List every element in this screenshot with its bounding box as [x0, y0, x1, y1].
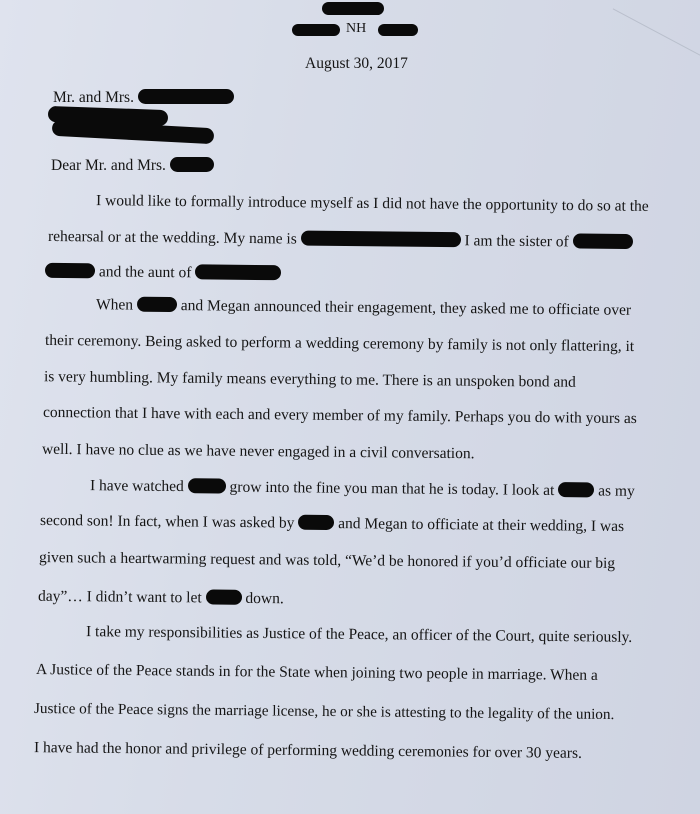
text-line: I have had the honor and privilege of performing wedding ceremonies for over 30 years. [33, 739, 582, 762]
redaction-block [206, 589, 242, 604]
redaction-block [188, 478, 226, 493]
text-line: well. I have no clue as we have never engaged in a civil conversation. [41, 440, 475, 463]
text-line: connection that I have with each and every member of my family. Perhaps you do with yours as [42, 403, 637, 428]
recipient-line: Mr. and Mrs. [53, 89, 134, 106]
text-line: and the aunt of [45, 263, 281, 283]
redaction-block [138, 89, 234, 104]
redaction-block [170, 157, 214, 172]
redaction-block [378, 24, 418, 36]
text-line: their ceremony. Being asked to perform a wedding ceremony by family is not only flattering, it [44, 331, 635, 356]
redaction-block [45, 263, 95, 279]
redaction-block [558, 482, 594, 497]
text-line: Justice of the Peace signs the marriage license, he or she is attesting to the legality of the union. [33, 699, 615, 724]
text-line: A Justice of the Peace stands in for the State when joining two people in marriage. When a [35, 661, 598, 684]
redaction-block [322, 2, 384, 15]
salutation: Dear Mr. and Mrs. [51, 157, 214, 175]
text-line: rehearsal or at the wedding. My name is I am the sister of [48, 228, 633, 252]
redaction-block [573, 233, 633, 249]
redaction-block [137, 297, 177, 312]
text-line: day”… I didn’t want to let down. [37, 587, 284, 608]
header-location: NH [346, 21, 367, 36]
paper-fold-line [613, 0, 700, 66]
text-line: given such a heartwarming request and was told, “We’d be honored if you’d officiate our big [38, 548, 616, 573]
text-line: I would like to formally introduce myself as I did not have the opportunity to do so at the [95, 192, 649, 215]
text-line: When and Megan announced their engagement, they asked me to officiate over [95, 296, 632, 319]
redaction-block [195, 264, 281, 280]
text-line: I have watched grow into the fine you man that he is today. I look at as my [89, 477, 635, 500]
redaction-block [301, 231, 461, 248]
text-line: is very humbling. My family means everything to me. There is an unspoken bond and [43, 368, 576, 391]
redaction-block [298, 515, 334, 530]
text-line: second son! In fact, when I was asked by and Megan to officiate at their wedding, I was [39, 511, 625, 536]
recipient-address [53, 89, 234, 107]
letter-date: August 30, 2017 [305, 55, 408, 72]
redaction-block [292, 24, 340, 36]
text-line: I take my responsibilities as Justice of the Peace, an officer of the Court, quite seriously. [85, 623, 633, 646]
redaction-block [52, 120, 215, 144]
